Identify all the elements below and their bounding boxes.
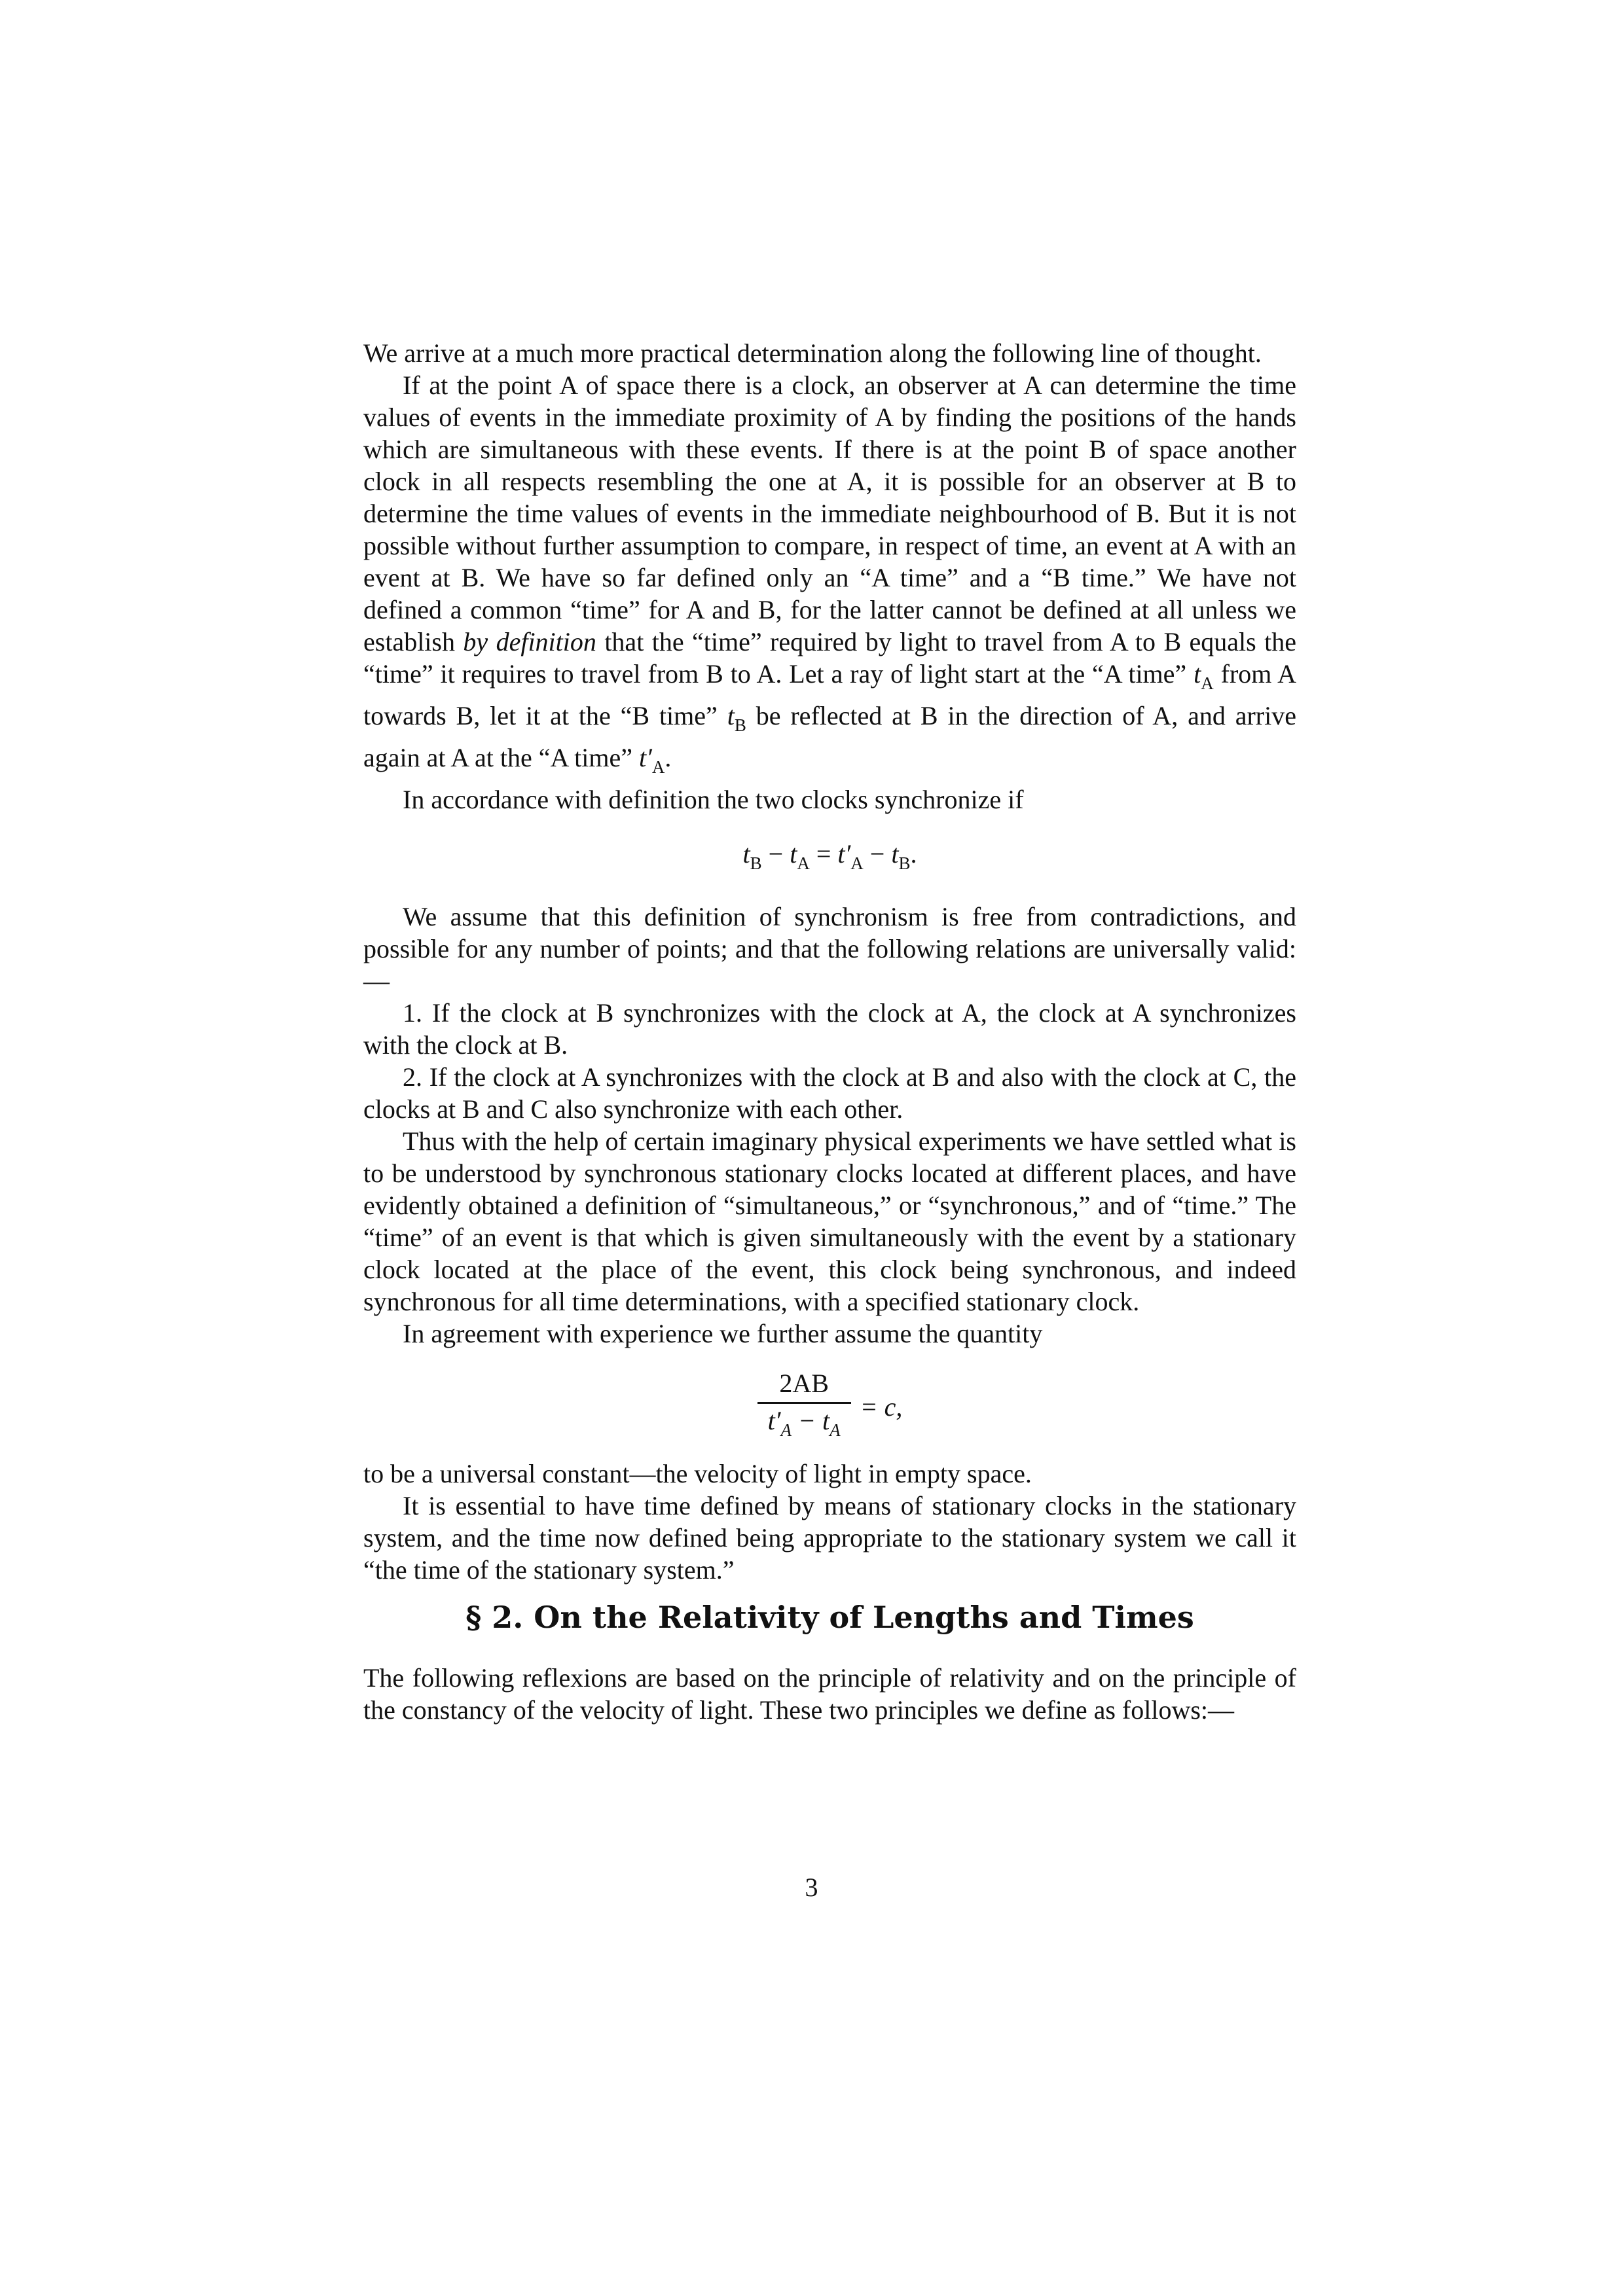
den-minus-t: − t	[792, 1406, 830, 1435]
paragraph-4: We assume that this definition of synchronism is free from contradictions, and possible for any number of points; and that the following relations are universally valid:—	[363, 902, 1296, 996]
eq1-equals: =	[816, 839, 831, 869]
symbol-t-b: t	[727, 701, 735, 730]
paragraph-2-text-c: from A towards B, let it at the “B time”	[363, 659, 1296, 730]
eq1-sub-b: B	[750, 853, 762, 873]
eq1-minus-2: −	[869, 839, 885, 869]
paragraph-2	[363, 369, 1296, 783]
equation-rhs: = c,	[860, 1392, 903, 1422]
symbol-sub-a-prime: A	[651, 757, 665, 777]
paragraph-3: In accordance with definition the two clocks synchronize if	[403, 785, 1024, 814]
paragraph-1: We arrive at a much more practical determination along the following line of thought.	[363, 338, 1262, 368]
fraction-numerator: 2AB	[779, 1369, 829, 1398]
symbol-t-a: t	[1194, 659, 1201, 689]
eq1-sub-b-2: B	[898, 853, 911, 873]
symbol-sub-a: A	[1201, 673, 1214, 693]
paragraph-6: 2. If the clock at A synchronizes with the clock at B and also with the clock at C, the clocks at B and C also synchronize with each other.	[363, 1062, 1296, 1124]
den-sub-a: A	[780, 1420, 792, 1440]
eq1-sub-a-2: A	[850, 853, 864, 873]
den-t-prime: t′	[767, 1406, 781, 1435]
paragraph-10: It is essential to have time defined by means of stationary clocks in the stationary system, and the time now defined being appropriate to the stationary system we call it “the time of the stationary system.”	[363, 1491, 1296, 1585]
paragraph-2-emphasis: by definition	[463, 627, 596, 656]
eq1-period: .	[910, 839, 917, 869]
eq1-t-2: t	[790, 839, 797, 869]
eq1-t: t	[742, 839, 750, 869]
equation-synchronization	[363, 838, 1296, 880]
paragraph-7: Thus with the help of certain imaginary physical experiments we have settled what is to be understood by synchronous stationary clocks located at different places, and have evidently obtained a definition of “simultaneous,” or “synchronous,” and of “time.” The “time” of an event is that which is given simultaneously with the event by a stationary clock located at the place of the event, this clock being synchronous, and indeed synchronous for all time determinations, with a specified stationary clock.	[363, 1126, 1296, 1316]
den-sub-a-2: A	[830, 1420, 841, 1440]
paragraph-2-text-b: that the “time” required by light to travel from A to B equals the “time” it requires to travel from B to A. Let a ray of light start at the “A time”	[363, 627, 1297, 689]
eq1-t-3: t	[891, 839, 899, 869]
symbol-t-prime-a: t′	[638, 743, 652, 772]
symbol-sub-b: B	[734, 715, 746, 735]
fraction	[757, 1369, 851, 1444]
eq1-sub-a: A	[797, 853, 810, 873]
section-heading: § 2. On the Relativity of Lengths and Times	[465, 1600, 1194, 1635]
paragraph-9: to be a universal constant—the velocity of light in empty space.	[363, 1459, 1032, 1488]
page-body	[363, 337, 1296, 1726]
eq1-t-prime: t′	[837, 839, 851, 869]
paragraph-11: The following reflexions are based on the principle of relativity and on the principle of the constancy of the velocity of light. These two principles we define as follows:—	[363, 1663, 1296, 1725]
paragraph-2-text-d: be reflected at B in the direction of A, and arrive again at A at the “A time”	[363, 701, 1296, 772]
page-number: 3	[805, 1873, 818, 1902]
fraction-denominator	[757, 1404, 851, 1444]
paragraph-8: In agreement with experience we further assume the quantity	[403, 1319, 1043, 1348]
paragraph-5: 1. If the clock at B synchronizes with the clock at A, the clock at A synchronizes with the clock at B.	[363, 998, 1296, 1060]
eq1-minus: −	[768, 839, 784, 869]
equation-velocity-of-light	[363, 1369, 1296, 1444]
paragraph-2-text-e: .	[665, 743, 672, 772]
paragraph-2-text-a: If at the point A of space there is a clock, an observer at A can determine the time values of events in the immediate proximity of A by finding the positions of the hands which are simultaneous with these events. If there is at the point B of space another clock in all respects resembling the one at A, it is possible for an observer at B to determine the time values of events in the immediate neighbourhood of B. But it is not possible without further assumption to compare, in respect of time, an event at A with an event at B. We have so far defined only an “A time” and a “B time.” We have not defined a common “time” for A and B, for the latter cannot be defined at all unless we establish	[363, 370, 1296, 656]
